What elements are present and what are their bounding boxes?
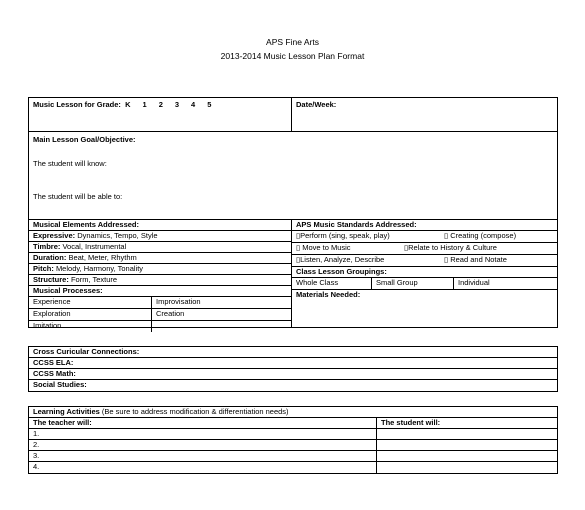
standard-creating[interactable]: ▯ Creating (compose): [444, 231, 517, 240]
document-subtitle: 2013-2014 Music Lesson Plan Format: [220, 51, 365, 61]
grade-4: 4: [191, 100, 196, 109]
cross-curricular-table: [28, 346, 558, 392]
standard-perform[interactable]: ▯Perform (sing, speak, play): [296, 231, 390, 240]
ccss-math[interactable]: CCSS Math:: [33, 369, 76, 378]
element-expressive: Expressive: Dynamics, Tempo, Style: [29, 231, 291, 242]
materials-heading[interactable]: Materials Needed:: [296, 290, 361, 299]
standard-relate[interactable]: ▯Relate to History & Culture: [404, 243, 497, 252]
learning-note: (Be sure to address modification & differentiation needs): [101, 407, 289, 416]
process-imitation[interactable]: Imitation: [29, 321, 152, 332]
process-improvisation[interactable]: Improvisation: [156, 297, 201, 306]
grade-2: 2: [158, 100, 163, 109]
know-line: The student will know:: [33, 159, 107, 168]
grouping-individual[interactable]: Individual: [458, 278, 490, 287]
grade-3: 3: [174, 100, 180, 109]
standards-heading: APS Music Standards Addressed:: [292, 220, 557, 231]
grade-date-row: [29, 98, 557, 132]
ccss-ela[interactable]: CCSS ELA:: [33, 358, 74, 367]
processes-row-1: [29, 297, 291, 309]
standard-move[interactable]: ▯ Move to Music: [296, 243, 351, 252]
able-line: The student will be able to:: [33, 192, 123, 201]
lesson-plan-table: [28, 97, 558, 328]
cross-heading: Cross Curicular Connections:: [33, 347, 140, 356]
process-experience[interactable]: Experience: [29, 297, 152, 308]
learning-heading: Learning Activities: [33, 407, 100, 416]
goal-row[interactable]: [29, 132, 557, 220]
process-empty: [152, 321, 291, 332]
goal-label: Main Lesson Goal/Objective:: [33, 135, 136, 144]
element-timbre: Timbre: Vocal, Instrumental: [29, 242, 291, 253]
element-duration: Duration: Beat, Meter, Rhythm: [29, 253, 291, 264]
grade-cell[interactable]: [29, 98, 292, 131]
elements-heading: Musical Elements Addressed:: [29, 220, 291, 231]
student-will: The student will:: [381, 418, 441, 427]
grouping-small-group[interactable]: Small Group: [372, 278, 454, 289]
grade-1: 1: [142, 100, 147, 109]
groupings-row: [292, 278, 557, 290]
standards-row-2: [292, 243, 557, 255]
standard-read[interactable]: ▯ Read and Notate: [444, 255, 507, 264]
standards-row-3: [292, 255, 557, 267]
student-item-4[interactable]: [377, 462, 557, 473]
date-cell[interactable]: [292, 98, 557, 131]
student-item-3[interactable]: [377, 451, 557, 461]
teacher-will: The teacher will:: [29, 418, 377, 428]
grade-label: Music Lesson for Grade:: [33, 100, 121, 109]
processes-heading: Musical Processes:: [29, 286, 291, 297]
grouping-whole-class[interactable]: Whole Class: [292, 278, 372, 289]
teacher-item-3[interactable]: 3.: [29, 451, 377, 461]
learning-activities-table: [28, 406, 558, 474]
teacher-item-2[interactable]: 2.: [29, 440, 377, 450]
student-item-1[interactable]: [377, 429, 557, 439]
grade-k: K: [125, 100, 131, 109]
process-creation[interactable]: Creation: [156, 309, 185, 318]
standards-column: [292, 220, 557, 327]
standards-row-1: [292, 231, 557, 243]
elements-column: [29, 220, 292, 330]
org-title: APS Fine Arts: [266, 37, 319, 47]
element-pitch: Pitch: Melody, Harmony, Tonality: [29, 264, 291, 275]
elements-standards-row: [29, 220, 557, 330]
date-label: Date/Week:: [296, 100, 337, 109]
goal-cell: [29, 132, 557, 219]
social-studies[interactable]: Social Studies:: [33, 380, 87, 389]
processes-row-3: [29, 321, 291, 332]
process-exploration[interactable]: Exploration: [29, 309, 152, 320]
teacher-item-4[interactable]: 4.: [29, 462, 377, 473]
grade-5: 5: [207, 100, 212, 109]
processes-row-2: [29, 309, 291, 321]
groupings-heading: Class Lesson Groupings:: [292, 267, 557, 278]
student-item-2[interactable]: [377, 440, 557, 450]
standard-listen[interactable]: ▯Listen, Analyze, Describe: [296, 255, 385, 264]
learning-heading-cell: [29, 407, 557, 417]
element-structure: Structure: Form, Texture: [29, 275, 291, 286]
teacher-item-1[interactable]: 1.: [29, 429, 377, 439]
